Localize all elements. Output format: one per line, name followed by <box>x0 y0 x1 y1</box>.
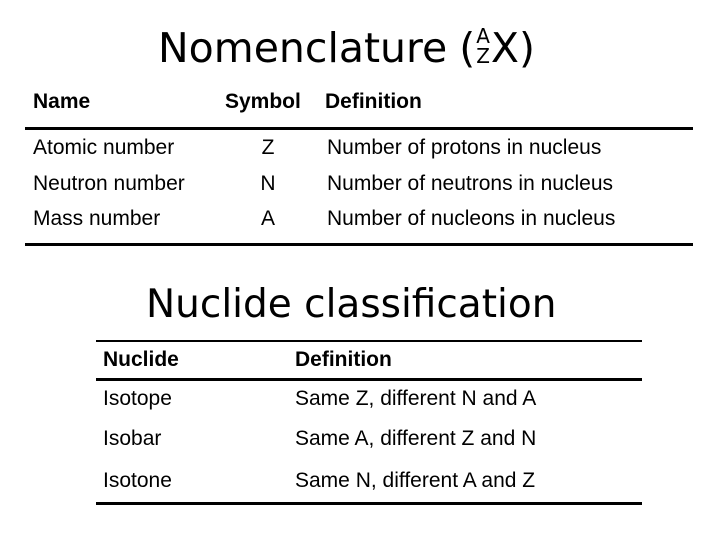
header-name: Name <box>33 90 91 113</box>
header-definition: Definition <box>325 90 422 113</box>
notation-stack <box>476 26 490 66</box>
table2-row2-definition: Same A, different Z and N <box>295 427 537 450</box>
table2-bottom-rule <box>96 502 642 505</box>
table1-row3-symbol: A <box>260 207 275 230</box>
nomenclature-title-text: Nomenclature <box>158 24 448 72</box>
table1-row2-name: Neutron number <box>33 172 185 195</box>
nuclide-notation <box>459 18 535 78</box>
table2-row1-definition: Same Z, different N and A <box>295 387 537 410</box>
table1-row1-symbol: Z <box>261 136 275 159</box>
nomenclature-title <box>158 18 535 78</box>
notation-mass-number: A <box>476 24 490 48</box>
table1-row2-symbol: N <box>260 172 276 195</box>
header-nuclide: Nuclide <box>103 348 179 371</box>
table1-row3-definition: Number of nucleons in nucleus <box>327 207 616 230</box>
table1-row2-definition: Number of neutrons in nucleus <box>327 172 613 195</box>
table2-top-rule <box>96 340 642 342</box>
table1-row1-definition: Number of protons in nucleus <box>327 136 602 159</box>
notation-element-symbol: X <box>490 24 519 72</box>
table2-header-rule <box>96 378 642 381</box>
table2-row2-nuclide: Isobar <box>103 427 162 450</box>
table1-bottom-rule <box>25 243 693 246</box>
table2-row1-nuclide: Isotope <box>103 387 172 410</box>
table2-row3-nuclide: Isotone <box>103 469 172 492</box>
table1-row3-name: Mass number <box>33 207 161 230</box>
table2-row3-definition: Same N, different A and Z <box>295 469 536 492</box>
header-symbol: Symbol <box>225 90 301 113</box>
notation-atomic-number: Z <box>476 44 490 68</box>
nuclide-classification-title: Nuclide classification <box>146 282 557 327</box>
notation-open-paren: ( <box>459 24 476 72</box>
table1-row1-name: Atomic number <box>33 136 175 159</box>
notation-close-paren: ) <box>519 24 535 72</box>
header-definition-2: Definition <box>295 348 392 371</box>
table1-header-rule <box>25 127 693 130</box>
